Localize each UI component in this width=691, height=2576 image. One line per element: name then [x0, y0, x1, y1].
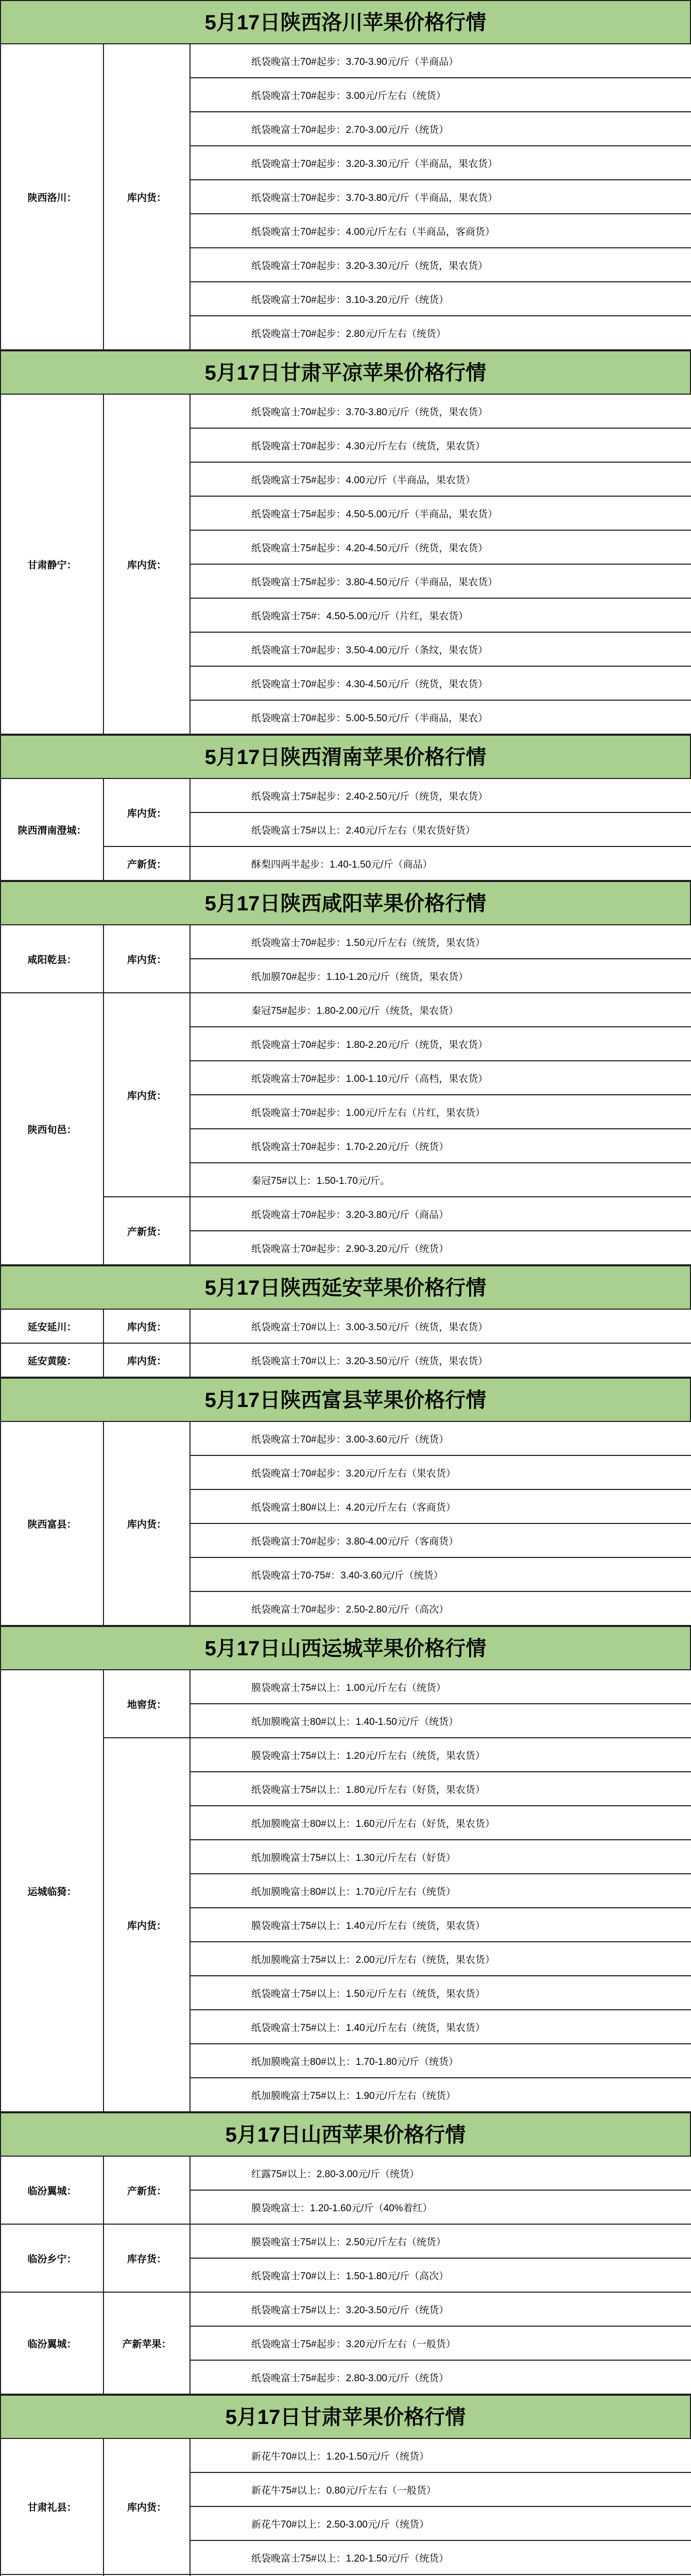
- table-row: [1, 1670, 691, 1704]
- price-cell: 纸袋晚富士75#以上：1.80元/斤左右（好货，果农货）: [190, 1772, 691, 1806]
- price-cell: 纸袋晚富士70#起步：4.30元/斤左右（统货，果农货）: [190, 428, 691, 462]
- stock-type-cell: 库内货：: [103, 778, 190, 846]
- price-cell: 纸袋晚富士70#起步：3.70-3.90元/斤（半商品）: [190, 44, 691, 78]
- region-cell: 临汾乡宁：: [1, 2224, 103, 2292]
- section-title: 5月17日陕西咸阳苹果价格行情: [0, 881, 691, 924]
- price-cell: 纸袋晚富士75#：4.50-5.00元/斤（片红，果农货）: [190, 598, 691, 632]
- region-cell: 咸阳乾县：: [1, 925, 103, 993]
- price-cell: 纸袋晚富士75#以上：1.20-1.50元/斤（统货）: [190, 2540, 691, 2574]
- section-title: 5月17日甘肃平凉苹果价格行情: [0, 350, 691, 394]
- stock-type-cell: 库内货：: [103, 925, 190, 993]
- price-cell: 纸袋晚富士70#起步：3.00元/斤左右（统货）: [190, 78, 691, 112]
- stock-type-cell: 库存货：: [103, 2224, 190, 2292]
- price-cell: 纸袋晚富士70#起步：3.50-4.00元/斤（条纹，果农货）: [190, 632, 691, 666]
- price-cell: 纸袋晚富士70#以上：3.00-3.50元/斤（统货，果农货）: [190, 1309, 691, 1343]
- stock-type-cell: 产新货：: [103, 1197, 190, 1265]
- region-cell: 运城临猗：: [1, 1670, 103, 2112]
- stock-type-cell: 库内货：: [103, 1738, 190, 2112]
- region-cell: 陕西渭南澄城：: [1, 778, 103, 880]
- price-cell: 纸袋晚富士70#起步：2.70-3.00元/斤（统货）: [190, 112, 691, 146]
- price-cell: 纸袋晚富士70#起步：1.50元/斤左右（统货，果农货）: [190, 925, 691, 959]
- stock-type-cell: 库内货：: [103, 1421, 190, 1625]
- price-cell: 纸袋晚富士70#起步：1.00元/斤左右（片红，果农货）: [190, 1095, 691, 1129]
- price-cell: 纸袋晚富士75#以上：2.40元/斤左右（果农货好货）: [190, 812, 691, 846]
- price-table: [0, 1309, 691, 1378]
- price-table: [0, 394, 691, 735]
- price-cell: 纸袋晚富士75#以上：1.40元/斤左右（统货，果农货）: [190, 2010, 691, 2044]
- price-table: [0, 1421, 691, 1626]
- stock-type-cell: 库内货：: [103, 44, 190, 350]
- section-title: 5月17日陕西渭南苹果价格行情: [0, 735, 691, 778]
- price-cell: 纸袋晚富士75#起步：3.20元/斤左右（一般货）: [190, 2326, 691, 2360]
- section-title: 5月17日山西运城苹果价格行情: [0, 1626, 691, 1669]
- price-cell: 纸袋晚富士70#起步：3.00-3.60元/斤（统货）: [190, 1421, 691, 1455]
- price-cell: 纸袋晚富士75#以上：3.20-3.50元/斤（统货）: [190, 2292, 691, 2326]
- region-cell: 甘肃静宁：: [1, 394, 103, 734]
- price-cell: 纸袋晚富士70#起步：4.00元/斤左右（半商品，客商货）: [190, 214, 691, 248]
- section-title: 5月17日陕西延安苹果价格行情: [0, 1265, 691, 1309]
- stock-type-cell: 产新货：: [103, 2156, 190, 2224]
- price-table: [0, 924, 691, 1265]
- stock-type-cell: 库内货：: [103, 394, 190, 734]
- table-row: [1, 2156, 691, 2190]
- price-cell: 纸袋晚富士75#起步：4.00元/斤（半商品，果农货）: [190, 462, 691, 496]
- price-table: [0, 778, 691, 881]
- price-cell: 纸袋晚富士75#起步：4.50-5.00元/斤（半商品，果农货）: [190, 496, 691, 530]
- region-cell: 甘肃礼县：: [1, 2438, 103, 2574]
- price-cell: 纸加膜晚富士75#以上：1.90元/斤左右（统货）: [190, 2078, 691, 2112]
- table-row: [1, 2292, 691, 2326]
- section-title: 5月17日山西苹果价格行情: [0, 2112, 691, 2156]
- price-cell: 纸袋晚富士70#起步：1.80-2.20元/斤（统货，果农货）: [190, 1027, 691, 1061]
- price-cell: 纸袋晚富士70#起步：4.30-4.50元/斤（统货，果农货）: [190, 666, 691, 700]
- price-cell: 新花牛75#以上：0.80元/斤左右（一般货）: [190, 2472, 691, 2506]
- price-cell: 纸加膜晚富士80#以上：1.60元/斤左右（好货，果农货）: [190, 1806, 691, 1840]
- price-table: [0, 2438, 691, 2576]
- table-row: [1, 44, 691, 78]
- stock-type-cell: 产新货：: [103, 846, 190, 880]
- price-cell: 膜袋晚富士：1.20-1.60元/斤（40%着红）: [190, 2190, 691, 2224]
- stock-type-cell: 库内货：: [103, 2438, 190, 2574]
- table-row: [1, 1343, 691, 1377]
- stock-type-cell: 产新苹果：: [103, 2292, 190, 2394]
- table-row: [1, 778, 691, 812]
- price-cell: 纸袋晚富士70#起步：3.70-3.80元/斤（统货，果农货）: [190, 394, 691, 428]
- table-row: [1, 1421, 691, 1455]
- price-cell: 纸袋晚富士70#起步：3.20元/斤左右（果农货）: [190, 1455, 691, 1489]
- region-cell: 临汾翼城：: [1, 2156, 103, 2224]
- price-cell: 纸袋晚富士75#以上：1.50元/斤左右（统货，果农货）: [190, 1976, 691, 2010]
- price-cell: 纸袋晚富士75#起步：2.40-2.50元/斤（统货，果农货）: [190, 778, 691, 812]
- price-cell: 纸袋晚富士70#起步：3.70-3.80元/斤（半商品，果农货）: [190, 180, 691, 214]
- region-cell: 陕西旬邑：: [1, 993, 103, 1265]
- price-table: [0, 1669, 691, 2112]
- price-cell: 纸袋晚富士75#起步：3.80-4.50元/斤（半商品，果农货）: [190, 564, 691, 598]
- price-cell: 纸袋晚富士70#起步：3.20-3.30元/斤（半商品，果农货）: [190, 146, 691, 180]
- price-cell: 纸袋晚富士70-75#：3.40-3.60元/斤（统货）: [190, 1557, 691, 1591]
- price-table: [0, 43, 691, 350]
- price-cell: 纸加膜晚富士75#以上：1.30元/斤左右（好货）: [190, 1840, 691, 1874]
- price-cell: 新花牛70#以上：1.20-1.50元/斤（统货）: [190, 2438, 691, 2472]
- price-cell: 纸袋晚富士70#起步：5.00-5.50元/斤（半商品，果农）: [190, 700, 691, 734]
- section-title: 5月17日陕西洛川苹果价格行情: [0, 0, 691, 43]
- table-row: [1, 846, 691, 880]
- table-row: [1, 925, 691, 959]
- price-cell: 红露75#以上：2.80-3.00元/斤（统货）: [190, 2156, 691, 2190]
- price-table: [0, 2156, 691, 2395]
- price-cell: 纸袋晚富士70#起步：1.00-1.10元/斤（高档，果农货）: [190, 1061, 691, 1095]
- table-row: [1, 2224, 691, 2258]
- stock-type-cell: 库内货：: [103, 1343, 190, 1377]
- price-cell: 酥梨四两半起步：1.40-1.50元/斤（商品）: [190, 846, 691, 880]
- table-row: [1, 1197, 691, 1231]
- stock-type-cell: 库内货：: [103, 993, 190, 1197]
- price-cell: 纸袋晚富士70#起步：3.20-3.80元/斤（商品）: [190, 1197, 691, 1231]
- price-cell: 纸袋晚富士70#以上：3.20-3.50元/斤（统货，果农货）: [190, 1343, 691, 1377]
- price-cell: 纸袋晚富士80#以上：4.20元/斤左右（客商货）: [190, 1489, 691, 1523]
- stock-type-cell: 库内货：: [103, 1309, 190, 1343]
- price-cell: 膜袋晚富士75#以上：1.00元/斤左右（统货）: [190, 1670, 691, 1704]
- price-cell: 纸袋晚富士70#起步：3.80-4.00元/斤（客商货）: [190, 1523, 691, 1557]
- price-cell: 秦冠75#起步：1.80-2.00元/斤（统货，果农货）: [190, 993, 691, 1027]
- price-cell: 纸袋晚富士75#起步：2.80-3.00元/斤（统货）: [190, 2360, 691, 2394]
- price-cell: 纸加膜晚富士80#以上：1.40-1.50元/斤（统货）: [190, 1704, 691, 1738]
- region-cell: 延安黄陵：: [1, 1343, 103, 1377]
- table-row: [1, 1738, 691, 1772]
- price-cell: 秦冠75#以上：1.50-1.70元/斤。: [190, 1163, 691, 1197]
- section-title: 5月17日陕西富县苹果价格行情: [0, 1378, 691, 1421]
- price-cell: 纸袋晚富士70#起步：1.70-2.20元/斤（统货）: [190, 1129, 691, 1163]
- price-cell: 纸袋晚富士70#起步：2.90-3.20元/斤（统货）: [190, 1231, 691, 1265]
- price-cell: 膜袋晚富士75#以上：1.20元/斤左右（统货，果农货）: [190, 1738, 691, 1772]
- price-cell: 膜袋晚富士75#以上：1.40元/斤左右（统货，果农货）: [190, 1908, 691, 1942]
- price-cell: 纸袋晚富士70#起步：3.10-3.20元/斤（统货）: [190, 282, 691, 316]
- region-cell: 延安延川：: [1, 1309, 103, 1343]
- price-cell: 纸加膜70#起步：1.10-1.20元/斤（统货，果农货）: [190, 959, 691, 993]
- section-title: 5月17日甘肃苹果价格行情: [0, 2395, 691, 2438]
- price-cell: 新花牛70#以上：2.50-3.00元/斤（统货）: [190, 2506, 691, 2540]
- table-row: [1, 394, 691, 428]
- price-cell: 纸加膜晚富士75#以上：2.00元/斤左右（统货，果农货）: [190, 1942, 691, 1976]
- price-cell: 纸袋晚富士70#起步：2.80元/斤左右（统货）: [190, 316, 691, 350]
- region-cell: 陕西富县：: [1, 1421, 103, 1625]
- region-cell: 陕西洛川：: [1, 44, 103, 350]
- table-row: [1, 1309, 691, 1343]
- stock-type-cell: 地窖货：: [103, 1670, 190, 1738]
- region-cell: 临汾翼城：: [1, 2292, 103, 2394]
- price-cell: 纸加膜晚富士80#以上：1.70-1.80元/斤（统货）: [190, 2044, 691, 2078]
- price-cell: 纸加膜晚富士80#以上：1.70元/斤左右（统货）: [190, 1874, 691, 1908]
- table-row: [1, 2438, 691, 2472]
- price-cell: 纸袋晚富士70#起步：2.50-2.80元/斤（高次）: [190, 1591, 691, 1625]
- price-cell: 纸袋晚富士70#以上：1.50-1.80元/斤（高次）: [190, 2258, 691, 2292]
- price-cell: 膜袋晚富士75#以上：2.50元/斤左右（统货）: [190, 2224, 691, 2258]
- price-cell: 纸袋晚富士75#起步：4.20-4.50元/斤（统货，果农货）: [190, 530, 691, 564]
- price-cell: 纸袋晚富士70#起步：3.20-3.30元/斤（统货，果农货）: [190, 248, 691, 282]
- table-row: [1, 993, 691, 1027]
